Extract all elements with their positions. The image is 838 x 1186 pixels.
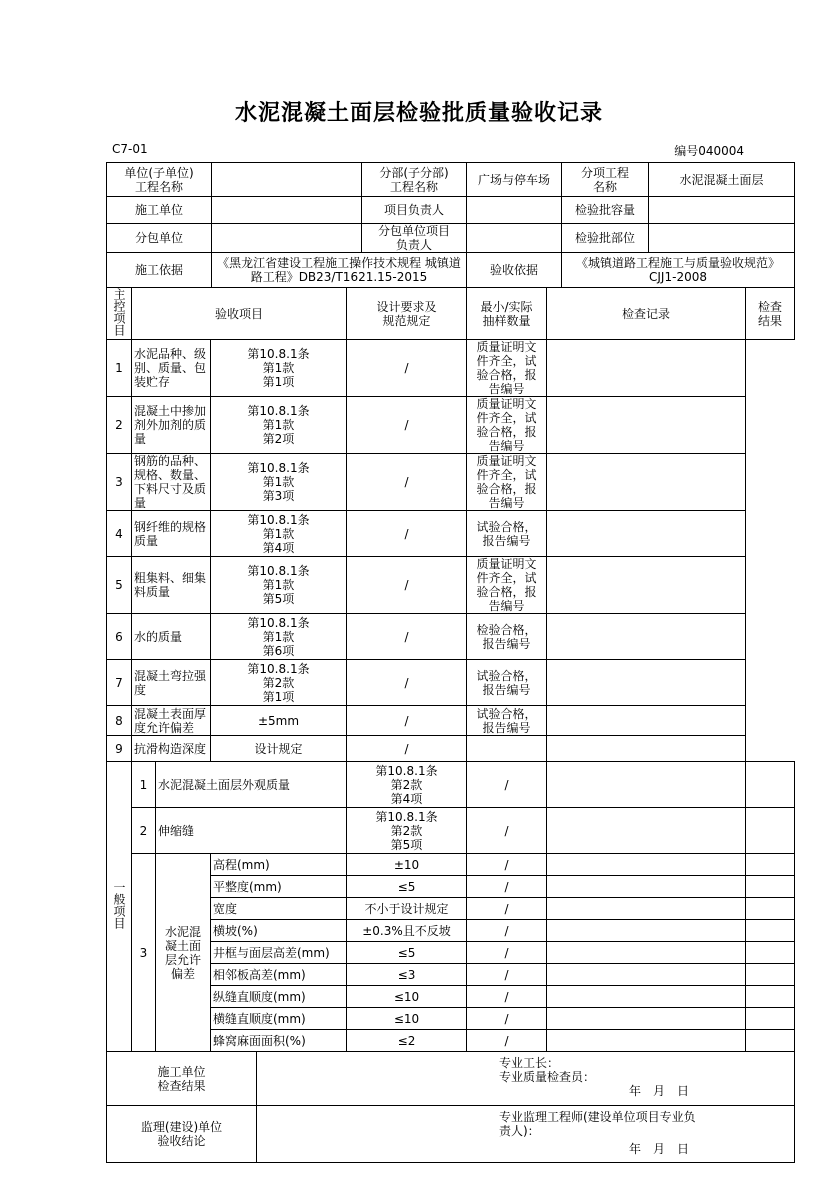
- check-record[interactable]: [547, 1030, 746, 1052]
- capacity-label: 检验批容量: [562, 197, 649, 224]
- design-requirement: ±0.3%且不反坡: [347, 920, 467, 942]
- design-requirement: 设计规定: [211, 736, 347, 762]
- supervisor-signoff[interactable]: [257, 1106, 795, 1163]
- serial-number: 编号040004: [674, 144, 744, 158]
- table-row: [107, 808, 795, 854]
- item-name: 宽度: [211, 898, 347, 920]
- inspection-table: [106, 287, 795, 1052]
- tolerance-row: [107, 964, 795, 986]
- item-name: 抗滑构造深度: [132, 736, 211, 762]
- check-record[interactable]: [547, 898, 746, 920]
- foreman-label: 专业工长：: [499, 1056, 560, 1070]
- row-number: 2: [132, 808, 156, 854]
- check-result[interactable]: [746, 898, 795, 920]
- sample-count[interactable]: /: [467, 942, 547, 964]
- tolerance-row: [107, 898, 795, 920]
- tolerance-row: [107, 986, 795, 1008]
- item-name: 钢筋的品种、规格、数量、下料尺寸及质量: [132, 454, 211, 511]
- sample-count[interactable]: /: [467, 854, 547, 876]
- tolerance-group: 水泥混凝土面层允许偏差: [156, 854, 211, 1052]
- sub-value[interactable]: [212, 224, 362, 253]
- check-record[interactable]: [547, 854, 746, 876]
- item-name: 混凝土表面厚度允许偏差: [132, 706, 211, 736]
- check-result[interactable]: [547, 454, 746, 511]
- row-number: 5: [107, 557, 132, 614]
- row-number: 2: [107, 397, 132, 454]
- sample-count[interactable]: /: [347, 706, 467, 736]
- item-name: 纵缝直顺度(mm): [211, 986, 347, 1008]
- check-record[interactable]: [547, 942, 746, 964]
- pm-label: 项目负责人: [362, 197, 467, 224]
- check-record[interactable]: 试验合格，报告编号: [467, 511, 547, 557]
- col-item: 验收项目: [132, 288, 347, 340]
- signoff-table: [106, 1051, 795, 1163]
- contractor-result-label: 施工单位 检查结果: [107, 1052, 257, 1106]
- check-record[interactable]: [547, 1008, 746, 1030]
- table-row: [107, 614, 795, 660]
- row-number: 3: [107, 454, 132, 511]
- sample-count[interactable]: /: [467, 876, 547, 898]
- tolerance-row: [107, 1030, 795, 1052]
- contractor-label: 施工单位: [107, 197, 212, 224]
- check-result[interactable]: [547, 660, 746, 706]
- check-result[interactable]: [547, 736, 746, 762]
- general-text: 一般项目: [112, 881, 126, 929]
- design-requirement: 第10.8.1条 第2款 第4项: [347, 762, 467, 808]
- check-result[interactable]: [746, 920, 795, 942]
- item-name: 粗集料、细集料质量: [132, 557, 211, 614]
- item-name: 横缝直顺度(mm): [211, 1008, 347, 1030]
- design-requirement: 第10.8.1条 第1款 第5项: [211, 557, 347, 614]
- form: [106, 162, 794, 1163]
- main-control-text: 主控项目: [112, 288, 126, 336]
- tolerance-row: [107, 876, 795, 898]
- tolerance-row: [107, 942, 795, 964]
- design-requirement: ≤3: [347, 964, 467, 986]
- table-row: [107, 660, 795, 706]
- design-requirement: ≤5: [347, 942, 467, 964]
- table-row: [107, 454, 795, 511]
- sample-count[interactable]: /: [467, 762, 547, 808]
- subitem-label: 分项工程 名称: [562, 163, 649, 197]
- pm-value[interactable]: [467, 197, 562, 224]
- design-requirement: ≤2: [347, 1030, 467, 1052]
- division-label: 分部(子分部) 工程名称: [362, 163, 467, 197]
- row-number: 3: [132, 854, 156, 1052]
- row-number: 7: [107, 660, 132, 706]
- design-requirement: 第10.8.1条 第2款 第1项: [211, 660, 347, 706]
- sub-label: 分包单位: [107, 224, 212, 253]
- sample-count[interactable]: /: [347, 660, 467, 706]
- sample-count[interactable]: /: [467, 808, 547, 854]
- check-record[interactable]: 试验合格，报告编号: [467, 706, 547, 736]
- design-requirement: 不小于设计规定: [347, 898, 467, 920]
- check-record[interactable]: 质量证明文件齐全，试验合格，报告编号: [467, 557, 547, 614]
- item-name: 伸缩缝: [156, 808, 347, 854]
- main-control-label: [107, 288, 132, 340]
- date-2: 年 月 日: [628, 1142, 689, 1156]
- form-code: C7-01: [112, 142, 148, 156]
- check-result[interactable]: [746, 854, 795, 876]
- check-result[interactable]: [547, 706, 746, 736]
- location-label: 检验批部位: [562, 224, 649, 253]
- sample-count[interactable]: /: [347, 614, 467, 660]
- item-name: 平整度(mm): [211, 876, 347, 898]
- contractor-signoff[interactable]: [257, 1052, 795, 1106]
- check-record[interactable]: [547, 986, 746, 1008]
- basis-value: 《黑龙江省建设工程施工操作技术规程 城镇道路工程》DB23/T1621.15-2015: [212, 253, 467, 288]
- division-value[interactable]: 广场与停车场: [467, 163, 562, 197]
- sample-count[interactable]: /: [467, 898, 547, 920]
- check-result[interactable]: [547, 511, 746, 557]
- check-record[interactable]: 质量证明文件齐全，试验合格，报告编号: [467, 397, 547, 454]
- basis-label: 施工依据: [107, 253, 212, 288]
- design-requirement: ±5mm: [211, 706, 347, 736]
- tolerance-row: [107, 1008, 795, 1030]
- design-requirement: 第10.8.1条 第1款 第2项: [211, 397, 347, 454]
- design-requirement: 第10.8.1条 第1款 第1项: [211, 340, 347, 397]
- check-result[interactable]: [547, 614, 746, 660]
- check-record[interactable]: [547, 876, 746, 898]
- row-number: 1: [107, 340, 132, 397]
- col-sample: 最小/实际 抽样数量: [467, 288, 547, 340]
- engineer-label: 专业监理工程师(建设单位项目专业负责人)：: [499, 1110, 696, 1138]
- check-record[interactable]: 试验合格，报告编号: [467, 660, 547, 706]
- sample-count[interactable]: /: [347, 511, 467, 557]
- col-record: 检查记录: [547, 288, 746, 340]
- table-row: [107, 762, 795, 808]
- check-record[interactable]: 质量证明文件齐全，试验合格，报告编号: [467, 454, 547, 511]
- item-name: 钢纤维的规格质量: [132, 511, 211, 557]
- page-title: 水泥混凝土面层检验批质量验收记录: [234, 100, 603, 126]
- table-row: [107, 340, 795, 397]
- sample-count[interactable]: /: [347, 340, 467, 397]
- sample-count[interactable]: /: [347, 557, 467, 614]
- sub-pm-label: 分包单位项目 负责人: [362, 224, 467, 253]
- check-record[interactable]: 检验合格，报告编号: [467, 614, 547, 660]
- sample-count[interactable]: /: [347, 454, 467, 511]
- header-table: [106, 162, 795, 288]
- row-number: 8: [107, 706, 132, 736]
- capacity-value[interactable]: [649, 197, 795, 224]
- row-number: 1: [132, 762, 156, 808]
- check-result[interactable]: [547, 557, 746, 614]
- design-requirement: 第10.8.1条 第1款 第6项: [211, 614, 347, 660]
- check-record[interactable]: [547, 808, 746, 854]
- sample-count[interactable]: /: [467, 1008, 547, 1030]
- unit-value[interactable]: [212, 163, 362, 197]
- row-number: 6: [107, 614, 132, 660]
- item-name: 蜂窝麻面面积(%): [211, 1030, 347, 1052]
- design-requirement: 第10.8.1条 第2款 第5项: [347, 808, 467, 854]
- item-name: 井框与面层高差(mm): [211, 942, 347, 964]
- item-name: 水泥品种、级别、质量、包装贮存: [132, 340, 211, 397]
- qc-label: 专业质量检查员：: [499, 1070, 596, 1084]
- tolerance-row: [107, 920, 795, 942]
- item-name: 混凝土中掺加剂外加剂的质量: [132, 397, 211, 454]
- tolerance-row: [107, 854, 795, 876]
- table-row: [107, 706, 795, 736]
- check-result[interactable]: [547, 340, 746, 397]
- check-record[interactable]: [547, 964, 746, 986]
- item-name: 横坡(%): [211, 920, 347, 942]
- row-number: 9: [107, 736, 132, 762]
- design-requirement: 第10.8.1条 第1款 第4项: [211, 511, 347, 557]
- acc-basis-label: 验收依据: [467, 253, 562, 288]
- check-result[interactable]: [746, 964, 795, 986]
- design-requirement: ±10: [347, 854, 467, 876]
- table-row: [107, 557, 795, 614]
- table-row: [107, 736, 795, 762]
- item-name: 水的质量: [132, 614, 211, 660]
- sub-pm-value[interactable]: [467, 224, 562, 253]
- design-requirement: 第10.8.1条 第1款 第3项: [211, 454, 347, 511]
- subitem-value[interactable]: 水泥混凝土面层: [649, 163, 795, 197]
- sample-count[interactable]: /: [467, 1030, 547, 1052]
- item-name: 相邻板高差(mm): [211, 964, 347, 986]
- date-1: 年 月 日: [628, 1084, 689, 1098]
- check-result[interactable]: [746, 1008, 795, 1030]
- design-requirement: ≤5: [347, 876, 467, 898]
- item-name: 高程(mm): [211, 854, 347, 876]
- check-record[interactable]: [467, 736, 547, 762]
- check-record[interactable]: 质量证明文件齐全，试验合格，报告编号: [467, 340, 547, 397]
- supervisor-label: 监理(建设)单位 验收结论: [107, 1106, 257, 1163]
- table-row: [107, 397, 795, 454]
- check-result[interactable]: [746, 762, 795, 808]
- sample-count[interactable]: /: [467, 964, 547, 986]
- row-number: 4: [107, 511, 132, 557]
- check-result[interactable]: [746, 1030, 795, 1052]
- check-result[interactable]: [746, 942, 795, 964]
- sample-count[interactable]: /: [347, 736, 467, 762]
- sample-count[interactable]: /: [467, 986, 547, 1008]
- design-requirement: ≤10: [347, 1008, 467, 1030]
- item-name: 水泥混凝土面层外观质量: [156, 762, 347, 808]
- location-value[interactable]: [649, 224, 795, 253]
- contractor-value[interactable]: [212, 197, 362, 224]
- check-record[interactable]: [547, 762, 746, 808]
- check-record[interactable]: [547, 920, 746, 942]
- design-requirement: ≤10: [347, 986, 467, 1008]
- check-result[interactable]: [547, 397, 746, 454]
- acc-basis-value: 《城镇道路工程施工与质量验收规范》CJJ1-2008: [562, 253, 795, 288]
- general-label: [107, 762, 132, 1052]
- item-name: 混凝土弯拉强度: [132, 660, 211, 706]
- check-result[interactable]: [746, 876, 795, 898]
- check-result[interactable]: [746, 986, 795, 1008]
- unit-label: 单位(子单位) 工程名称: [107, 163, 212, 197]
- check-result[interactable]: [746, 808, 795, 854]
- sample-count[interactable]: /: [467, 920, 547, 942]
- col-result: 检查 结果: [746, 288, 795, 340]
- col-design: 设计要求及 规范规定: [347, 288, 467, 340]
- table-row: [107, 511, 795, 557]
- sample-count[interactable]: /: [347, 397, 467, 454]
